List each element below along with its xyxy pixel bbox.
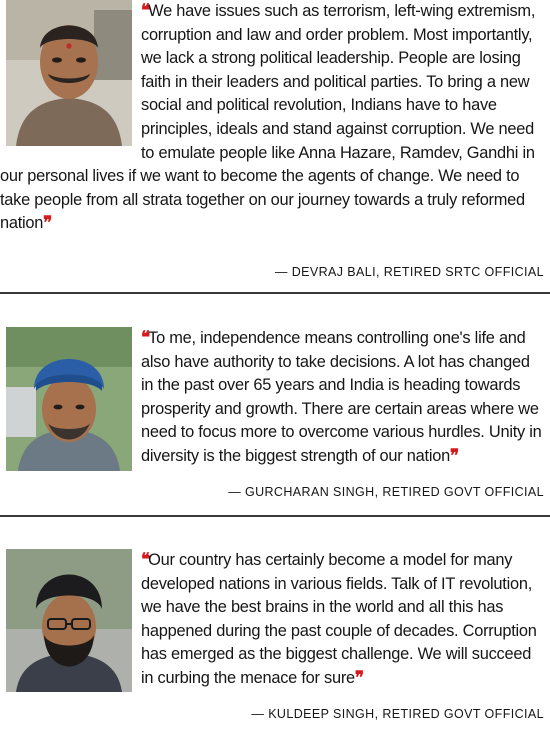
open-quote-icon: ❝ [141,1,149,21]
open-quote-icon: ❝ [141,328,149,348]
quote-entry-1 [0,0,550,292]
attribution-2: — GURCHARAN SINGH, RETIRED GOVT OFFICIAL [228,485,544,499]
divider-rule [0,292,550,294]
open-quote-icon: ❝ [141,550,149,570]
quote-entry-3 [0,549,550,730]
quote-text-1: ❝We have issues such as terrorism, left-wing extremism, corruption and law and order problem. Most importantly, we lack a strong political leadership. People are losing faith in their leaders and political parties. To bring a new social and political revolution, Indians have to have principles, ideals and stand against corruption. We need to emulate people like Anna Hazare, Ramdev, Gandhi in our personal lives if we want to become the agents of change. We need to take people from all strata together on our journey towards a truly reformed nation❞ [0,1,536,234]
quote-text-2: ❝To me, independence means controlling one's life and also have authority to take decisions. A lot has changed in the past over 65 years and India is heading towards prosperity and growth. There are certain areas where we need to focus more to overcome various hurdles. Unity in diversity is the biggest strength of our nation❞ [141,328,542,466]
close-quote-icon: ❞ [449,445,458,466]
attribution-3: — KULDEEP SINGH, RETIRED GOVT OFFICIAL [251,707,544,721]
close-quote-icon: ❞ [354,667,363,688]
attribution-1: — DEVRAJ BALI, RETIRED SRTC OFFICIAL [274,265,544,279]
quote-entry-2 [0,327,550,515]
close-quote-icon: ❞ [43,213,51,234]
quote-text-3: ❝Our country has certainly become a model for many developed nations in various fields. Talk of IT revolution, we have the best brains in the world and all this has happened during the past couple of decades. Corruption has emerged as the biggest challenge. We will succeed in curbing the menace for sure❞ [141,550,537,688]
divider-rule [0,515,550,517]
